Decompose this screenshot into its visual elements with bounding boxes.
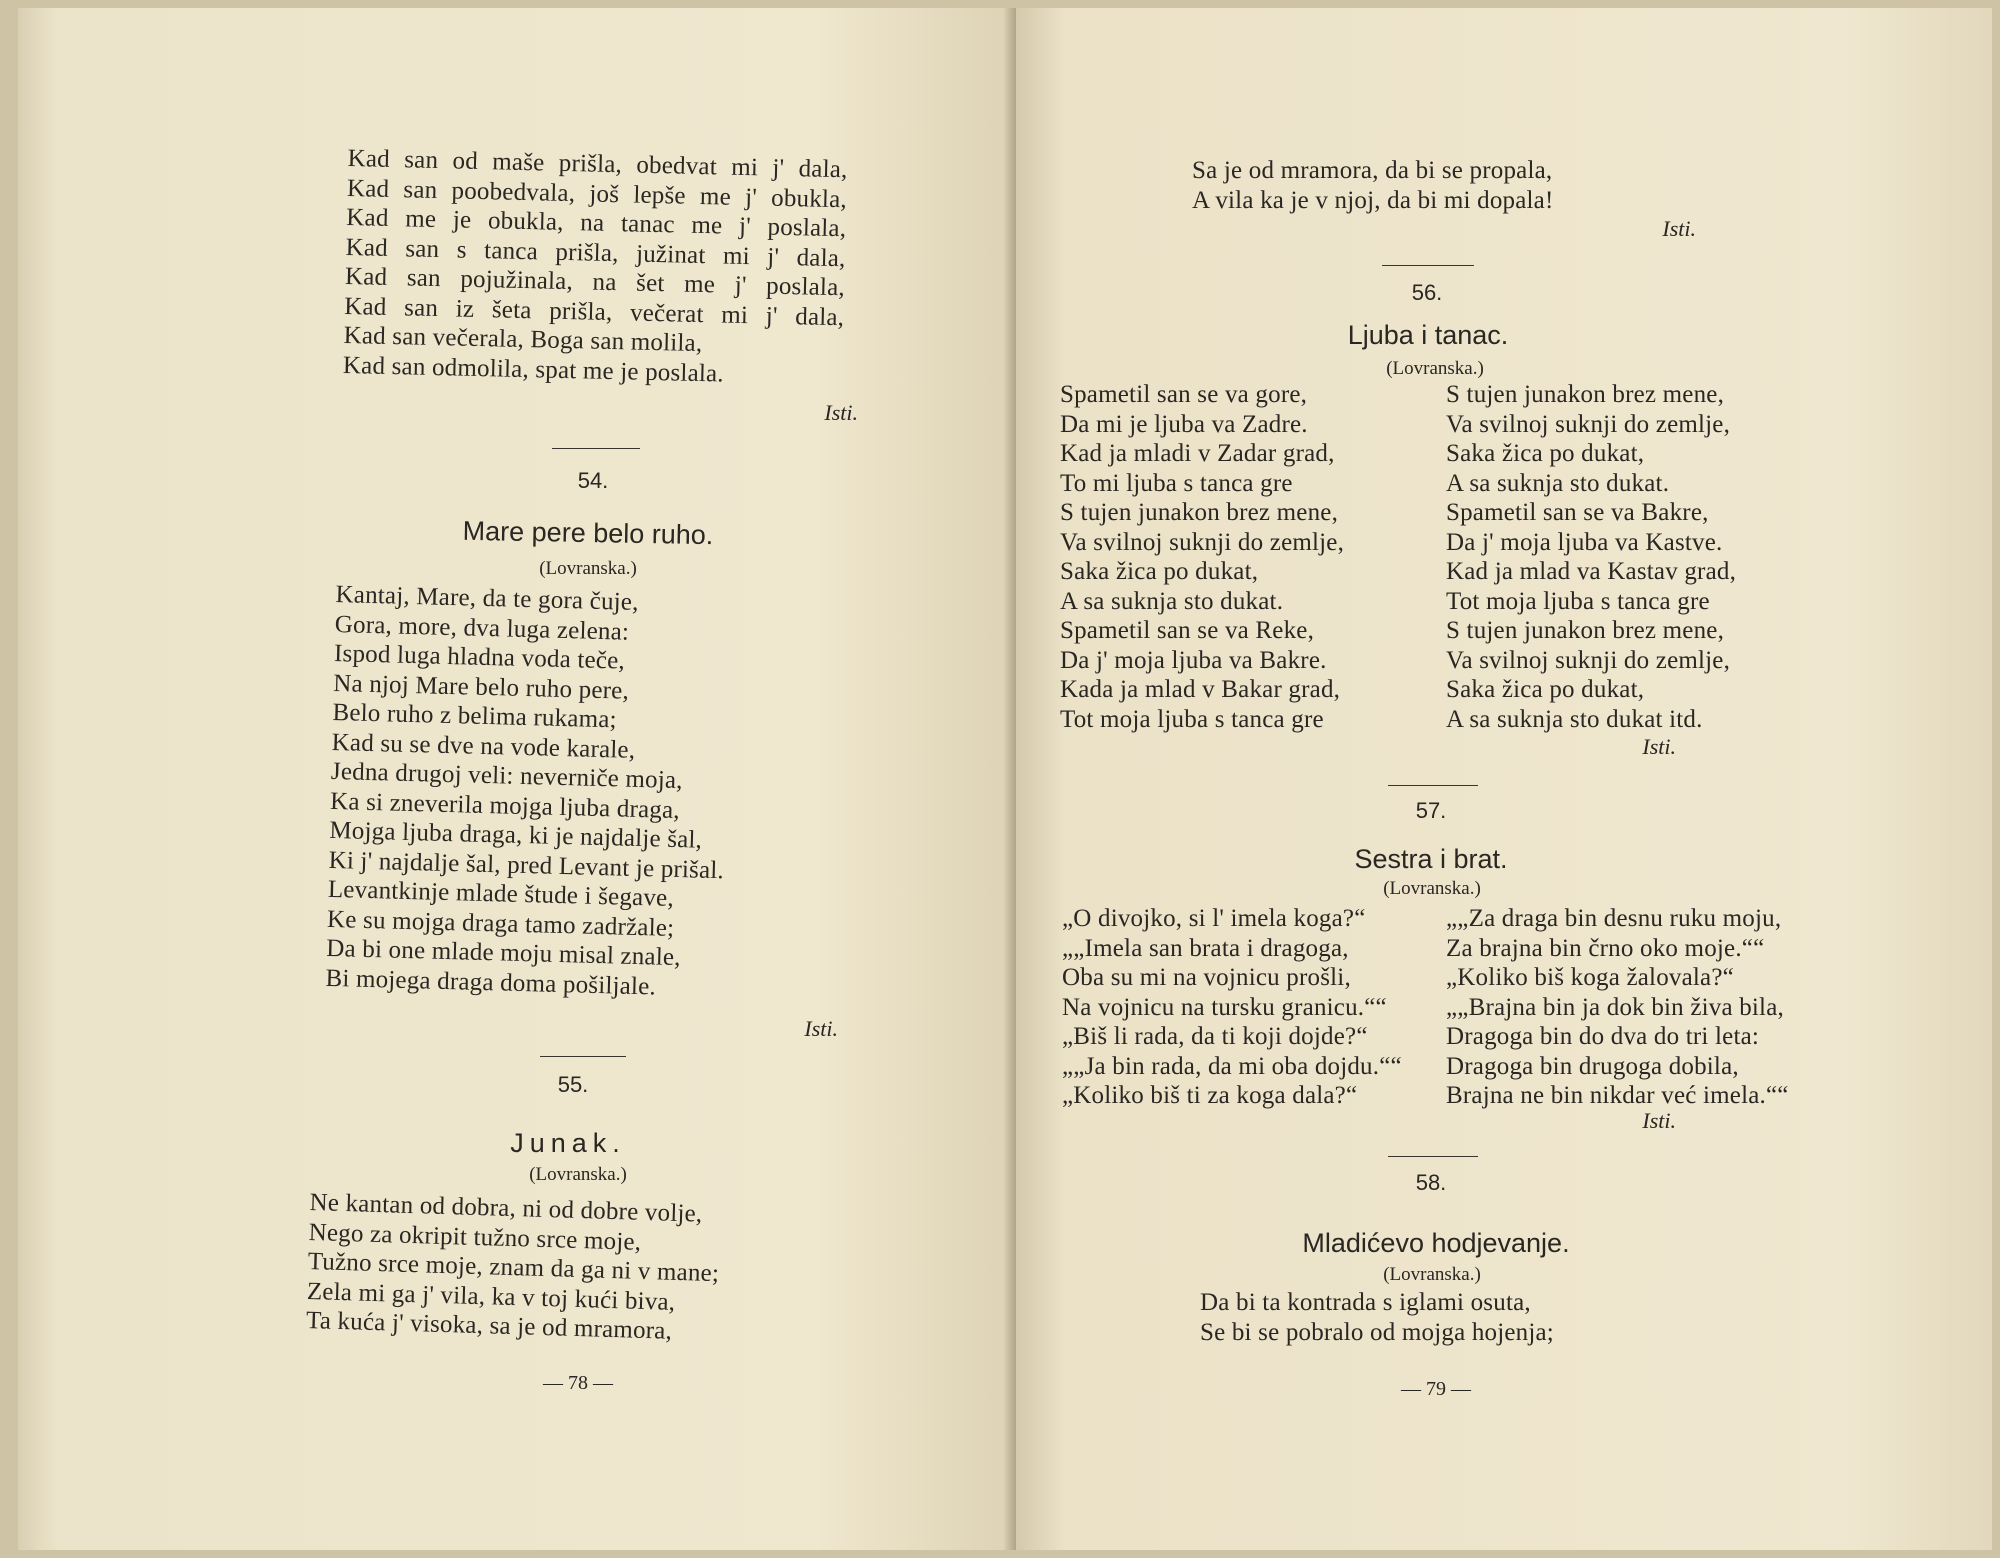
poem-line: Tot moja ljuba s tanca gre [1060, 705, 1324, 733]
poem-line: Ka si zneverila mojga ljuba draga, [329, 787, 681, 824]
page-number: — 78 — [543, 1372, 613, 1394]
poem-line: Spametil san se va Bakre, [1446, 499, 1709, 526]
song-subtitle: (Lovranska.) [1383, 1264, 1481, 1285]
poem-line: Kad ja mladi v Zadar grad, [1060, 440, 1335, 467]
poem-line: A sa suknja sto dukat itd. [1446, 705, 1703, 733]
poem-line: Kad san iz šeta prišla, večerat mi j' dala, [344, 292, 845, 331]
poem-line: „Biš li rada, da ti koji dojde?“ [1062, 1023, 1368, 1050]
song58-verse [1200, 1288, 1630, 1347]
poem-line: S tujen junakon brez mene, [1446, 617, 1725, 644]
poem-line: Sa je od mramora, da bi se propala, [1192, 157, 1553, 184]
song-title: Ljuba i tanac. [1347, 320, 1509, 350]
poem-line: Va svilnoj suknji do zemlje, [1446, 410, 1731, 438]
section-divider [1388, 785, 1478, 786]
song-title: Mare pere belo ruho. [462, 515, 714, 551]
poem-line: Kada ja mlad v Bakar grad, [1060, 676, 1341, 703]
poem-line: Oba su mi na vojnicu prošli, [1062, 964, 1351, 991]
poem-line: „Koliko biš koga žalovala?“ [1446, 964, 1734, 991]
poem-line: Tot moja ljuba s tanca gre [1446, 587, 1710, 615]
poem-line: Se bi se pobralo od mojga hojenja; [1200, 1318, 1554, 1346]
poem-line: Kad san pojužinala, na šet me j' poslala, [344, 262, 846, 302]
signature-isti: Isti. [1642, 1108, 1676, 1133]
poem-line: Kantaj, Mare, da te gora čuje, [335, 580, 639, 616]
section-divider [552, 448, 640, 449]
right-intro-poem [1192, 156, 1652, 215]
left-page [18, 8, 1016, 1550]
poem-line: Tužno srce moje, znam da ga ni v mane; [307, 1247, 720, 1288]
poem-line: S tujen junakon brez mene, [1446, 381, 1725, 408]
song57-column-1 [1062, 904, 1452, 1111]
song-title: Sestra i brat. [1354, 844, 1508, 874]
poem-line: Na njoj Mare belo ruho pere, [332, 669, 630, 705]
song-subtitle: (Lovranska.) [529, 1164, 627, 1185]
poem-line: Kad ja mlad va Kastav grad, [1446, 558, 1737, 585]
poem-line: „„Za draga bin desnu ruku moju, [1446, 905, 1782, 932]
poem-line: Da bi one mlade moju misal znale, [326, 934, 682, 972]
poem-line: Zela mi ga j' vila, ka v toj kući biva, [306, 1277, 676, 1316]
signature-isti: Isti. [1642, 734, 1676, 759]
poem-line: Brajna ne bin nikdar već imela.““ [1446, 1082, 1789, 1109]
poem-line: Mojga ljuba draga, ki je najdalje šal, [329, 816, 703, 854]
poem-line: Kad san s tanca prišla, južinat mi j' dala, [345, 233, 846, 272]
poem-line: Gora, more, dva luga zelena: [334, 610, 630, 646]
song-subtitle: (Lovranska.) [1386, 358, 1484, 379]
poem-line: Saka žica po dukat, [1446, 676, 1645, 703]
song-number: 54. [577, 468, 609, 493]
poem-line: Saka žica po dukat, [1060, 558, 1259, 585]
poem-line: Spametil san se va gore, [1060, 381, 1308, 408]
poem-line: Jedna drugoj veli: neverniče moja, [330, 757, 684, 795]
poem-line: „O divojko, si l' imela koga?“ [1062, 905, 1366, 932]
signature-isti: Isti. [1662, 216, 1696, 241]
poem-line: Kad san od maše prišla, obedvat mi j' dala, [347, 144, 848, 184]
poem-line: Kad su se dve na vode karale, [331, 728, 636, 764]
poem-line: Saka žica po dukat, [1446, 440, 1645, 467]
song54-verse [325, 580, 816, 1005]
poem-line: Da j' moja ljuba va Bakre. [1060, 646, 1327, 674]
section-divider [1388, 1156, 1478, 1157]
song-number: 57. [1415, 798, 1447, 823]
poem-line: Kad me je obukla, na tanac me j' poslala, [346, 203, 847, 243]
poem-line: Ispod luga hladna voda teče, [333, 639, 626, 675]
song-title: Mladićevo hodjevanje. [1302, 1228, 1570, 1258]
song57-column-2 [1446, 904, 1846, 1111]
song-number: 56. [1411, 280, 1443, 305]
poem-line: Kad san poobedvala, još lepše me j' obukla, [346, 174, 848, 213]
poem-line: Da j' moja ljuba va Kastve. [1446, 528, 1723, 556]
poem-line: Bi mojega draga doma pošiljale. [325, 964, 657, 1001]
poem-line: Va svilnoj suknji do zemlje, [1060, 528, 1345, 556]
left-intro-poem [343, 144, 848, 391]
section-divider [1382, 265, 1474, 266]
song56-column-1 [1060, 380, 1410, 734]
signature-isti: Isti. [824, 400, 858, 425]
song55-verse [306, 1188, 780, 1349]
song-subtitle: (Lovranska.) [539, 558, 637, 579]
poem-line: Kad san odmolila, spat me je poslala. [342, 351, 725, 388]
poem-line: Spametil san se va Reke, [1060, 617, 1315, 644]
poem-line: Ki j' najdalje šal, pred Levant je prišal. [328, 846, 725, 884]
poem-line: „„Ja bin rada, da mi oba dojdu.““ [1062, 1052, 1402, 1080]
poem-line: Kad san večerala, Boga san molila, [343, 321, 703, 358]
poem-line: Da bi ta kontrada s iglami osuta, [1200, 1289, 1531, 1316]
poem-line: „„Brajna bin ja dok bin živa bila, [1446, 993, 1784, 1021]
poem-line: Za brajna bin črno oko moje.““ [1446, 934, 1765, 962]
poem-line: Nego za okripit tužno srce moje, [308, 1218, 642, 1256]
right-page [1016, 8, 1992, 1550]
poem-line: „Koliko biš ti za koga dala?“ [1062, 1082, 1358, 1109]
song56-column-2 [1446, 380, 1826, 734]
poem-line: „„Imela san brata i dragoga, [1062, 934, 1349, 962]
song-title: Junak. [510, 1128, 626, 1158]
poem-line: Ta kuća j' visoka, sa je od mramora, [305, 1306, 673, 1345]
song-number: 58. [1415, 1170, 1447, 1195]
poem-line: S tujen junakon brez mene, [1060, 499, 1339, 526]
signature-isti: Isti. [804, 1016, 838, 1041]
song-number: 55. [557, 1072, 589, 1097]
poem-line: Belo ruho z belima rukama; [332, 698, 618, 734]
poem-line: To mi ljuba s tanca gre [1060, 469, 1293, 497]
poem-line: A sa suknja sto dukat. [1446, 469, 1670, 497]
poem-line: A vila ka je v njoj, da bi mi dopala! [1192, 186, 1554, 214]
poem-line: Na vojnicu na tursku granicu.““ [1062, 993, 1387, 1021]
poem-line: Da mi je ljuba va Zadre. [1060, 410, 1308, 438]
poem-line: Levantkinje mlade štude i šegave, [327, 875, 675, 912]
poem-line: Ne kantan od dobra, ni od dobre volje, [309, 1188, 703, 1228]
song-subtitle: (Lovranska.) [1383, 878, 1481, 899]
poem-line: Dragoga bin do dva do tri leta: [1446, 1023, 1760, 1050]
poem-line: A sa suknja sto dukat. [1060, 587, 1284, 615]
poem-line: Va svilnoj suknji do zemlje, [1446, 646, 1731, 674]
poem-line: Dragoga bin drugoga dobila, [1446, 1052, 1739, 1080]
page-number: — 79 — [1401, 1378, 1471, 1400]
section-divider [540, 1056, 626, 1057]
poem-line: Ke su mojga draga tamo zadržale; [326, 905, 675, 942]
